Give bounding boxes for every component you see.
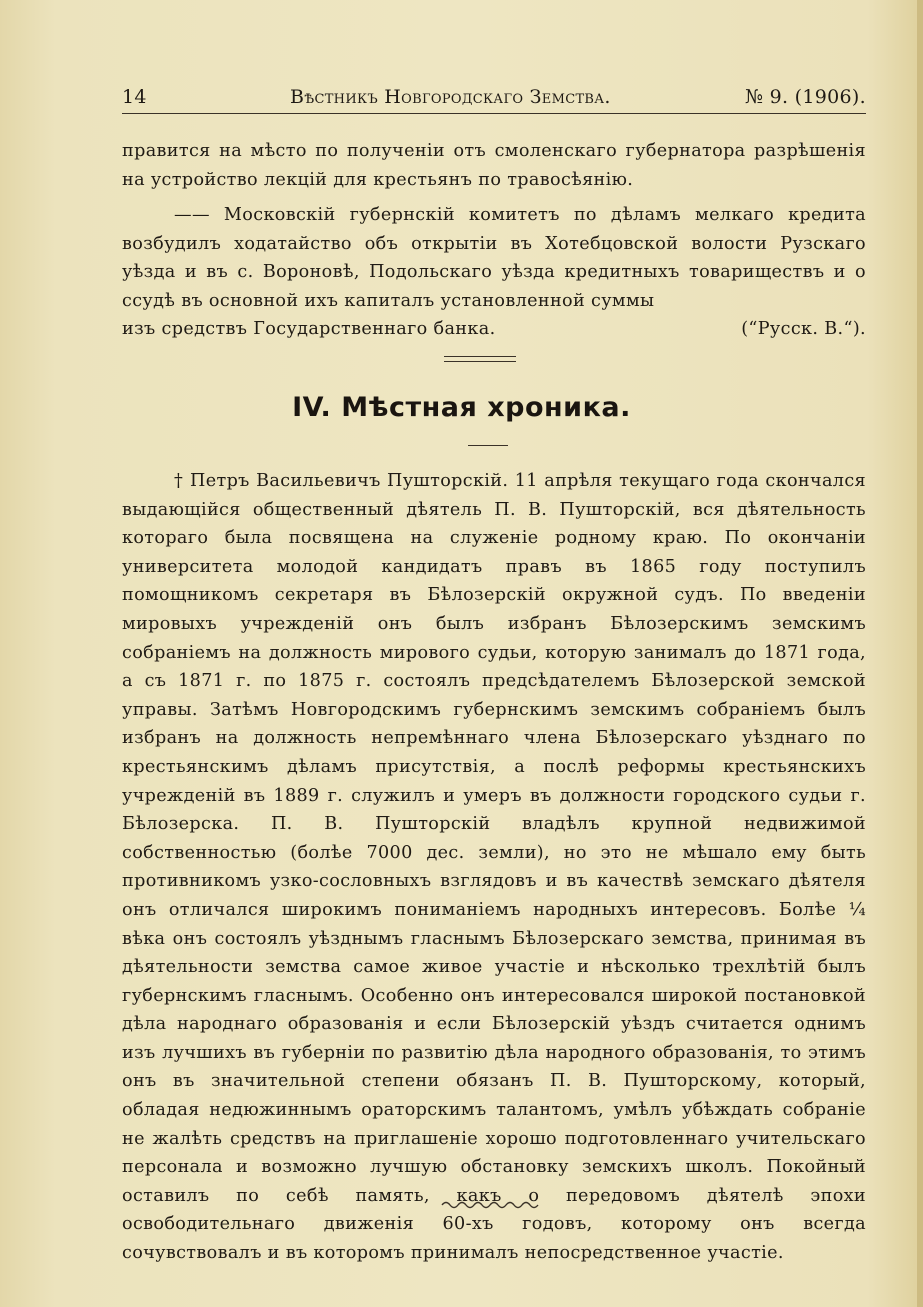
lede-text: правится на мѣсто по полученіи отъ смоленскаго губернатора разрѣшенія на устройство лекцій для крестьянъ по травосѣянію. xyxy=(122,141,866,190)
obituary-lead: † Петръ Васильевичъ Пушторскій. xyxy=(174,471,509,491)
wavy-end-ornament xyxy=(440,1198,540,1212)
continued-paragraph xyxy=(122,137,866,194)
obituary-body: 11 апрѣля текущаго года скончался выдающійся общественный дѣятель П. В. Пушторскій, вся дѣятельность котораго была посвящена на служеніе родному краю. По окончаніи университета молодой кандидатъ правъ въ 1865 году поступилъ помощникомъ секретаря въ Бѣлозерскій окружной судъ. По введеніи мировыхъ учрежденій онъ былъ избранъ Бѣлозерскимъ земскимъ собраніемъ на должность мирового судьи, которую занималъ до 1871 года, а съ 1871 г. по 1875 г. состоялъ предсѣдателемъ Бѣлозерской земской управы. Затѣмъ Новгородскимъ губернскимъ земскимъ собраніемъ былъ избранъ на должность непремѣннаго члена Бѣлозерскаго уѣзднаго по крестьянскимъ дѣламъ присутствія, а послѣ реформы крестьянскихъ учрежденій въ 1889 г. служилъ и умеръ въ должности городского судьи г. Бѣлозерска. П. В. Пушторскій владѣлъ крупной недвижимой собственностью (болѣе 7000 дес. земли), но это не мѣшало ему быть противникомъ узко-сословныхъ взглядовъ и въ качествѣ земскаго дѣятеля онъ отличался широкимъ пониманіемъ народныхъ интересовъ. Болѣе ¼ вѣка онъ состоялъ уѣзднымъ гласнымъ Бѣлозерскаго земства, принимая въ дѣятельности земства самое живое участіе и нѣсколько трехлѣтій былъ губернскимъ гласнымъ. Особенно онъ интересовался широкой постановкой дѣла народнаго образованія и если Бѣлозерскій уѣздъ считается однимъ изъ лучшихъ въ губерніи по развитію дѣла народного образованія, то этимъ онъ въ значительной степени обязанъ П. В. Пушторскому, который, обладая недюжиннымъ ораторскимъ талантомъ, умѣлъ убѣждать собраніе не жалѣть средствъ на приглашеніе хорошо подготовленнаго учительскаго персонала и возможно лучшую обстановку земскихъ школъ. Покойный оставилъ по себѣ память, какъ о передовомъ дѣятелѣ эпохи освободительнаго движенія 60-хъ годовъ, которому онъ всегда сочувствовалъ и въ которомъ принималъ непосредственное участіе. xyxy=(122,471,866,1264)
page-edge xyxy=(917,0,923,1307)
double-rule-divider xyxy=(444,356,516,362)
section-title: IV. Мѣстная хроника. xyxy=(292,392,631,423)
page-number: 14 xyxy=(122,86,147,108)
title-underline xyxy=(468,445,508,446)
news-text: —— Московскій губернскій комитетъ по дѣламъ мелкаго кредита возбудилъ ходатайство объ открытіи въ Хотебцовской волости Рузскаго уѣзда и въ с. Вороновѣ, Подольскаго уѣзда кредитныхъ товариществъ и о ссудѣ въ основной ихъ капиталъ установленной суммы xyxy=(122,205,866,311)
journal-title: Вѣстникъ Новгородскаго Земства. xyxy=(290,86,611,108)
obituary-article xyxy=(122,467,866,1268)
header-rule xyxy=(122,113,866,114)
news-last-line xyxy=(122,315,866,344)
news-source: (“Русск. В.“). xyxy=(741,319,866,340)
news-last-line-text: изъ средствъ Государственнаго банка. xyxy=(122,319,496,340)
news-item xyxy=(122,201,866,344)
obituary-paragraph xyxy=(122,467,866,1268)
issue-number: № 9. (1906). xyxy=(744,86,866,108)
running-head xyxy=(122,80,866,114)
